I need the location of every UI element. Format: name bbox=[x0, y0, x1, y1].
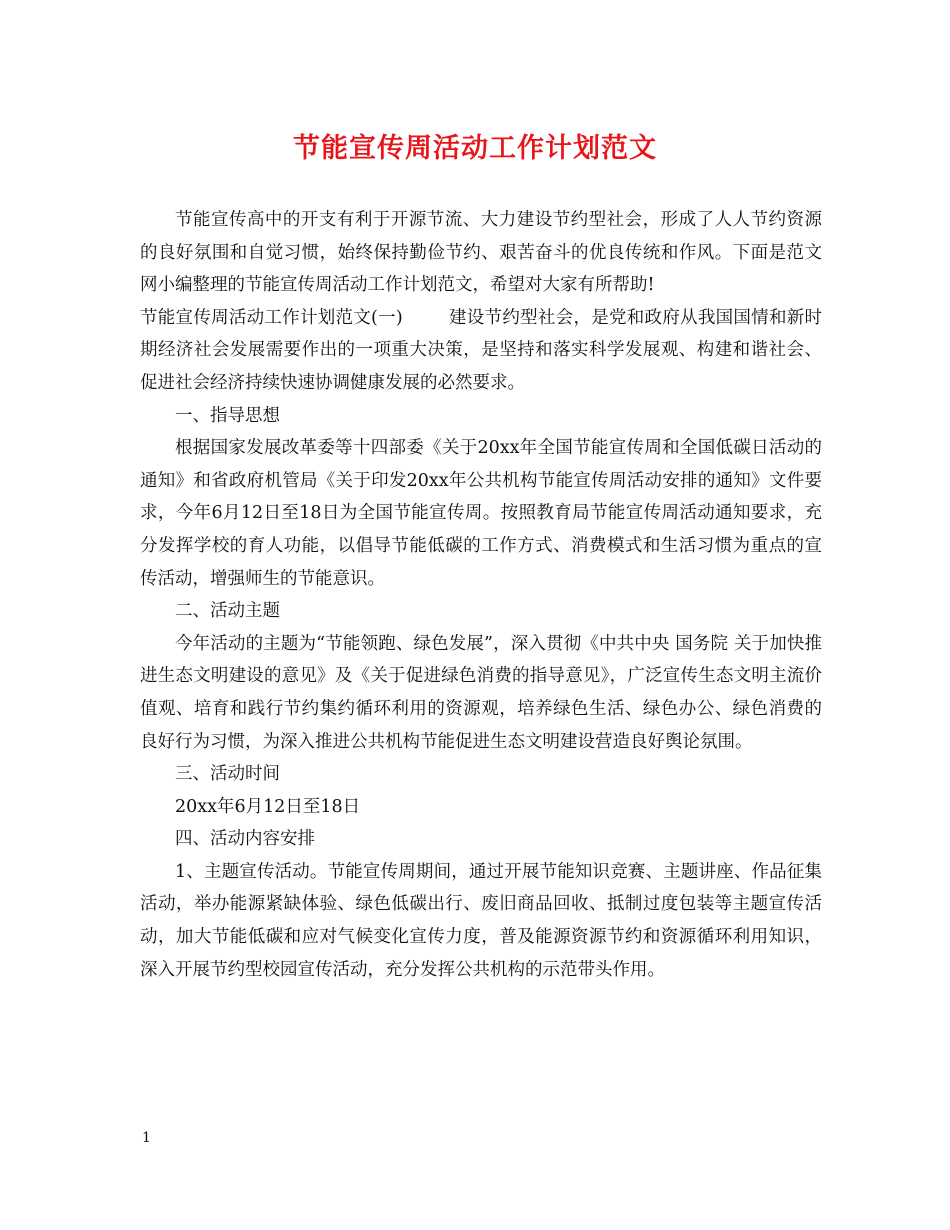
section-paragraph bbox=[140, 302, 822, 400]
heading-guiding-thought: 一、指导思想 bbox=[175, 405, 280, 426]
heading-activity-theme: 二、活动主题 bbox=[175, 601, 280, 622]
activity-theme-paragraph: 今年活动的主题为“节能领跑、绿色发展”，深入贯彻《中共中央 国务院 关于加快推进生态文明建设的意见》及《关于促进绿色消费的指导意见》，广泛宣传生态文明主流价值观、培育和践行节约集约循环利用的资源观，培养绿色生活、绿色办公、绿色消费的良好行为习惯，为深入推进公共机构节能促进生态文明建设营造良好舆论氛围。 bbox=[140, 633, 822, 752]
guiding-thought-paragraph: 根据国家发展改革委等十四部委《关于20xx年全国节能宣传周和全国低碳日活动的通知》和省政府机管局《关于印发20xx年公共机构节能宣传周活动安排的通知》文件要求，今年6月12日至18日为全国节能宣传周。按照教育局节能宣传周活动通知要求，充分发挥学校的育人功能，以倡导节能低碳的工作方式、消费模式和生活习惯为重点的宣传活动，增强师生的节能意识。 bbox=[140, 438, 822, 589]
heading-activity-time: 三、活动时间 bbox=[175, 764, 280, 785]
document-body bbox=[140, 204, 822, 986]
document-title: 节能宣传周活动工作计划范文 bbox=[293, 133, 657, 164]
intro-paragraph: 节能宣传高中的开支有利于开源节流、大力建设节约型社会，形成了人人节约资源的良好氛围和自觉习惯，始终保持勤俭节约、艰苦奋斗的优良传统和作风。下面是范文网小编整理的节能宣传周活动工作计划范文，希望对大家有所帮助! bbox=[140, 210, 822, 296]
activity-content-paragraph: 1、主题宣传活动。节能宣传周期间，通过开展节能知识竞赛、主题讲座、作品征集活动，举办能源紧缺体验、绿色低碳出行、废旧商品回收、抵制过度包装等主题宣传活动，加大节能低碳和应对气候变化宣传力度，普及能源资源节约和资源循环利用知识，深入开展节约型校园宣传活动，充分发挥公共机构的示范带头作用。 bbox=[140, 861, 822, 980]
section-heading: 节能宣传周活动工作计划范文(一) bbox=[140, 307, 403, 328]
activity-time-paragraph: 20xx年6月12日至18日 bbox=[175, 796, 361, 817]
heading-activity-content: 四、活动内容安排 bbox=[175, 829, 315, 850]
page-number: 1 bbox=[142, 1130, 151, 1146]
section-intro: 建设节约型社会，是党和政府从我国国情和新时期经济社会发展需要作出的一项重大决策，是坚持和落实科学发展观、构建和谐社会、促进社会经济持续快速协调健康发展的必然要求。 bbox=[140, 307, 823, 393]
